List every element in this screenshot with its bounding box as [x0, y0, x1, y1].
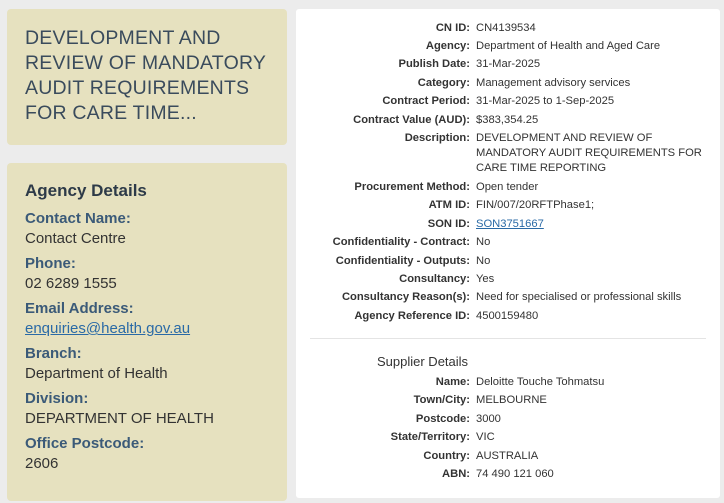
abn-label: ABN: [442, 468, 470, 480]
agency-details-panel [7, 163, 287, 501]
abn-value: 74 490 121 060 [476, 468, 554, 480]
publish-date-value: 31-Mar-2025 [476, 58, 541, 70]
state-territory-label: State/Territory: [390, 431, 470, 443]
division-value: DEPARTMENT OF HEALTH [25, 410, 214, 427]
division-label: Division: [25, 390, 89, 407]
description-value: DEVELOPMENT AND REVIEW OF MANDATORY AUDIT REQUIREMENTS FOR CARE TIME REPORTING [476, 132, 702, 174]
cn-id-label: CN ID: [435, 22, 470, 34]
supplier-name-value: Deloitte Touche Tohmatsu [476, 376, 605, 388]
contract-value-value: $383,354.25 [476, 114, 539, 126]
cn-id-value: CN4139534 [476, 22, 536, 34]
procurement-method-value: Open tender [476, 181, 539, 193]
contract-title: DEVELOPMENT AND REVIEW OF MANDATORY AUDIT REQUIREMENTS FOR CARE TIME... [25, 27, 266, 124]
phone-value: 02 6289 1555 [25, 275, 117, 292]
town-city-label: Town/City: [413, 394, 470, 406]
consultancy-label: Consultancy: [399, 273, 470, 285]
branch-label: Branch: [25, 345, 82, 362]
state-territory-value: VIC [476, 431, 495, 443]
contract-period-value: 31-Mar-2025 to 1-Sep-2025 [476, 95, 615, 107]
email-value [25, 319, 269, 339]
atm-id-value: FIN/007/20RFTPhase1; [476, 199, 595, 211]
description-label: Description: [404, 132, 470, 144]
consultancy-reason-value: Need for specialised or professional skills [476, 291, 682, 303]
agency-reference-value: 4500159480 [476, 310, 539, 322]
category-value: Management advisory services [476, 77, 631, 89]
agency-label: Agency: [425, 40, 470, 52]
postcode-label: Postcode: [415, 413, 470, 425]
category-label: Category: [417, 77, 470, 89]
contract-details-panel [296, 9, 720, 498]
conf-outputs-label: Confidentiality - Outputs: [335, 255, 470, 267]
email-link[interactable]: enquiries@health.gov.au [25, 320, 191, 337]
son-id-link[interactable]: SON3751667 [476, 218, 544, 230]
contract-period-label: Contract Period: [382, 95, 470, 107]
office-postcode-value: 2606 [25, 455, 59, 472]
phone-label: Phone: [25, 255, 76, 272]
agency-details-heading: Agency Details [25, 181, 147, 200]
publish-date-label: Publish Date: [398, 58, 470, 70]
agency-reference-label: Agency Reference ID: [354, 310, 470, 322]
town-city-value: MELBOURNE [476, 394, 547, 406]
country-label: Country: [423, 450, 470, 462]
title-panel [7, 9, 287, 145]
contract-value-label: Contract Value (AUD): [353, 114, 470, 126]
section-divider [310, 338, 706, 339]
atm-id-label: ATM ID: [428, 199, 470, 211]
branch-value: Department of Health [25, 365, 168, 382]
contact-name-value: Contact Centre [25, 230, 126, 247]
left-column [7, 9, 287, 472]
procurement-method-label: Procurement Method: [354, 181, 470, 193]
conf-outputs-value: No [476, 255, 491, 267]
agency-value: Department of Health and Aged Care [476, 40, 661, 52]
son-id-label: SON ID: [427, 218, 470, 230]
contact-name-label: Contact Name: [25, 210, 131, 227]
supplier-name-label: Name: [435, 376, 470, 388]
conf-contract-label: Confidentiality - Contract: [332, 236, 470, 248]
email-label: Email Address: [25, 300, 134, 317]
office-postcode-label: Office Postcode: [25, 435, 145, 452]
postcode-value: 3000 [476, 413, 501, 425]
country-value: AUSTRALIA [476, 450, 539, 462]
supplier-details-heading: Supplier Details [377, 354, 469, 369]
conf-contract-value: No [476, 236, 491, 248]
consultancy-reason-label: Consultancy Reason(s): [341, 291, 470, 303]
consultancy-value: Yes [476, 273, 495, 285]
